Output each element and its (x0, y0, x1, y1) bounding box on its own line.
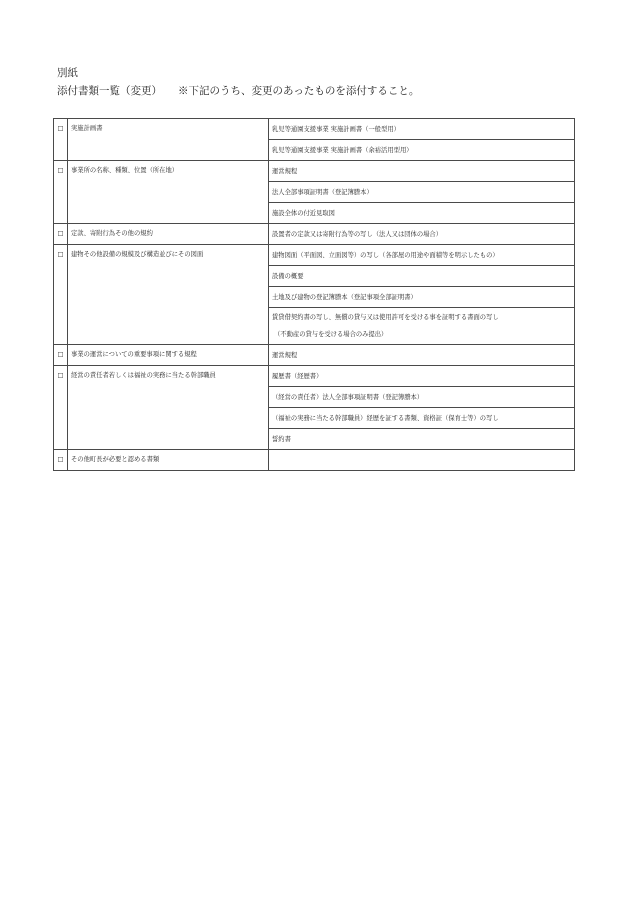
document-cell: 運営規程 (269, 161, 575, 182)
category-cell: その他町長が必要と認める書類 (68, 450, 269, 471)
document-cell: 誓約書 (269, 429, 575, 450)
attachment-documents-table (53, 118, 575, 471)
document-cell: 乳児等通園支援事業 実施計画書（一般型用） (269, 119, 575, 140)
table-row (54, 224, 575, 245)
row-checkbox[interactable]: □ (54, 345, 68, 366)
document-cell: 法人全部事項証明書（登記簿謄本） (269, 182, 575, 203)
row-checkbox[interactable]: □ (54, 119, 68, 161)
category-cell: 事業の運営についての重要事項に関する規程 (68, 345, 269, 366)
row-checkbox[interactable]: □ (54, 366, 68, 450)
attachment-label: 別紙 (57, 67, 78, 79)
category-cell: 建物その他設備の規模及び構造並びにその図面 (68, 245, 269, 345)
category-cell: 事業所の名称、種類、位置（所在地） (68, 161, 269, 224)
document-cell: 乳児等通園支援事業 実施計画書（余裕活用型用） (269, 140, 575, 161)
document-title-line (57, 84, 419, 98)
category-cell: 定款、寄附行為その他の規約 (68, 224, 269, 245)
category-cell: 実施計画書 (68, 119, 269, 161)
document-cell: 運営規程 (269, 345, 575, 366)
document-text: 賃貸借契約書の写し、無償の貸与又は使用許可を受ける事を証明する書面の写し (272, 314, 499, 321)
table-row (54, 366, 575, 387)
document-cell: 建物図面（平面図、立面図等）の写し（各部屋の用途や面積等を明示したもの） (269, 245, 575, 266)
document-cell: 土地及び建物の登記簿謄本（登記事項全部証明書） (269, 287, 575, 308)
document-cell: （福祉の実務に当たる幹部職員）経歴を証する書類、資格証（保育士等）の写し (269, 408, 575, 429)
table-row (54, 161, 575, 182)
document-title: 添付書類一覧（変更） (57, 85, 162, 97)
table-row (54, 345, 575, 366)
document-cell: 履歴書（経歴書） (269, 366, 575, 387)
table-row (54, 450, 575, 471)
table-row (54, 245, 575, 266)
category-cell: 経営の責任者若しくは福祉の実務に当たる幹部職員 (68, 366, 269, 450)
document-cell (269, 308, 575, 345)
document-cell (269, 450, 575, 471)
row-checkbox[interactable]: □ (54, 224, 68, 245)
table-row (54, 119, 575, 140)
document-note: （不動産の貸与を受ける場合のみ提出） (274, 331, 388, 338)
row-checkbox[interactable]: □ (54, 450, 68, 471)
row-checkbox[interactable]: □ (54, 245, 68, 345)
document-cell: 設備の概要 (269, 266, 575, 287)
document-cell: 施設全体の付近見取図 (269, 203, 575, 224)
document-cell: （経営の責任者）法人全部事項証明書（登記簿謄本） (269, 387, 575, 408)
row-checkbox[interactable]: □ (54, 161, 68, 224)
instruction-note: ※下記のうち、変更のあったものを添付すること。 (178, 85, 420, 97)
document-cell: 設置者の定款又は寄附行為等の写し（法人又は団体の場合） (269, 224, 575, 245)
